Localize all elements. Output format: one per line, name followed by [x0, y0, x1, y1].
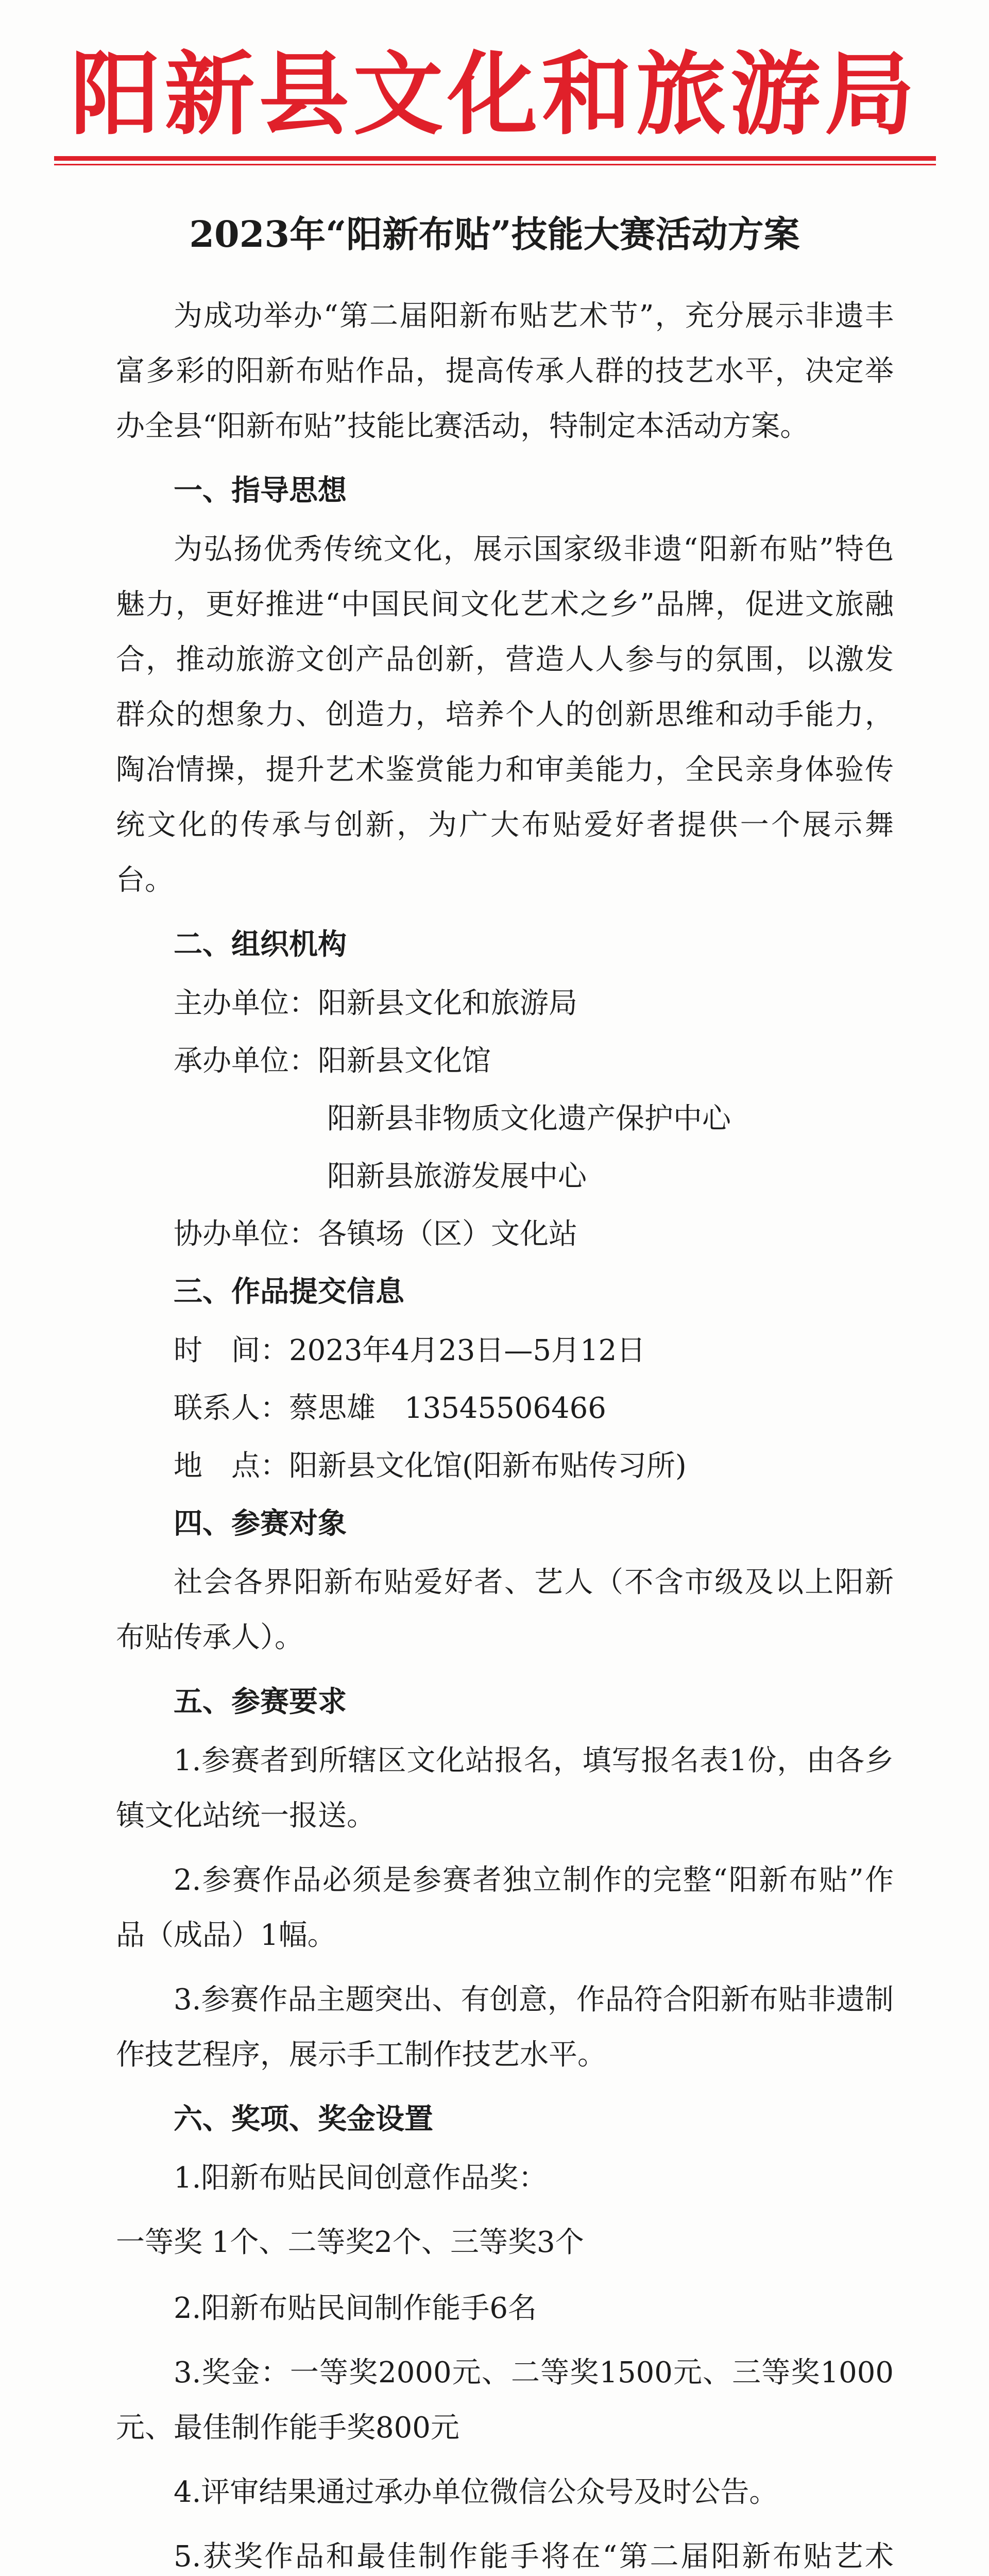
participants-paragraph: 社会各界阳新布贴爱好者、艺人（不含市级及以上阳新布贴传承人）。 [116, 1566, 894, 1654]
host-row [116, 976, 894, 1031]
requirement-item: 3.参赛作品主题突出、有创意，作品符合阳新布贴非遗制作技艺程序，展示手工制作技艺水平。 [116, 1983, 894, 2072]
document-body [116, 289, 894, 2576]
award-detail: 一等奖 1个、二等奖2个、三等奖3个 [116, 2226, 584, 2259]
award-item: 3.奖金：一等奖2000元、二等奖1500元、三等奖1000元、最佳制作能手奖800元 [116, 2356, 894, 2445]
time-row [116, 1323, 894, 1379]
co-organizer-label: 协办单位： [174, 1217, 318, 1251]
place-row [116, 1438, 894, 1494]
contact-row [116, 1381, 894, 1436]
organizer-row [116, 1033, 894, 1089]
section-heading-guiding: 一、指导思想 [174, 474, 347, 507]
requirement-item: 1.参赛者到所辖区文化站报名，填写报名表1份，由各乡镇文化站统一报送。 [116, 1744, 894, 1833]
host-value: 阳新县文化和旅游局 [318, 987, 577, 1020]
place-value: 阳新县文化馆(阳新布贴传习所) [289, 1449, 687, 1483]
place-label: 地 点： [174, 1449, 289, 1483]
guiding-paragraph: 为弘扬优秀传统文化，展示国家级非遗“阳新布贴”特色魅力，更好推进“中国民间文化艺术之乡”品牌，促进文旅融合，推动旅游文创产品创新，营造人人参与的氛围，以激发群众的想象力、创造力，培养个人的创新思维和动手能力，陶冶情操，提升艺术鉴赏能力和审美能力，全民亲身体验传统文化的传承与创新，为广大布贴爱好者提供一个展示舞台。 [116, 533, 894, 897]
host-label: 主办单位： [174, 987, 318, 1020]
organizer-label: 承办单位： [174, 1044, 318, 1078]
time-value: 2023年4月23日—5月12日 [289, 1334, 646, 1367]
time-label: 时 间： [174, 1334, 289, 1367]
co-organizer-row [116, 1207, 894, 1262]
intro-paragraph: 为成功举办“第二届阳新布贴艺术节”，充分展示非遗丰富多彩的阳新布贴作品，提高传承人群的技艺水平，决定举办全县“阳新布贴”技能比赛活动，特制定本活动方案。 [116, 299, 894, 443]
section-heading-organization: 二、组织机构 [174, 928, 347, 961]
organizer-value: 阳新县旅游发展中心 [327, 1160, 587, 1193]
org-header: 阳新县文化和旅游局 [70, 43, 919, 147]
section-heading-requirements: 五、参赛要求 [174, 1685, 347, 1719]
organizer-value: 阳新县文化馆 [318, 1044, 491, 1078]
section-heading-participants: 四、参赛对象 [174, 1507, 347, 1540]
award-item: 2.阳新布贴民间制作能手6名 [174, 2292, 537, 2325]
red-divider-thick [54, 156, 936, 161]
red-divider-thin [54, 164, 936, 165]
award-item: 4.评审结果通过承办单位微信公众号及时公告。 [174, 2476, 778, 2509]
co-organizer-value: 各镇场（区）文化站 [318, 1217, 577, 1251]
contact-label: 联系人： [174, 1392, 289, 1425]
section-heading-awards: 六、奖项、奖金设置 [174, 2103, 433, 2136]
requirement-item: 2.参赛作品必须是参赛者独立制作的完整“阳新布贴”作品（成品）1幅。 [116, 1863, 894, 1952]
award-item: 1.阳新布贴民间创意作品奖： [174, 2161, 548, 2195]
award-item: 5.获奖作品和最佳制作能手将在“第二届阳新布贴艺术 [174, 2540, 894, 2573]
organizer-value: 阳新县非物质文化遗产保护中心 [327, 1102, 731, 1136]
section-heading-submission: 三、作品提交信息 [174, 1275, 404, 1309]
document-title: 2023年“阳新布贴”技能大赛活动方案 [189, 213, 800, 256]
contact-value: 蔡思雄 13545506466 [289, 1392, 606, 1425]
